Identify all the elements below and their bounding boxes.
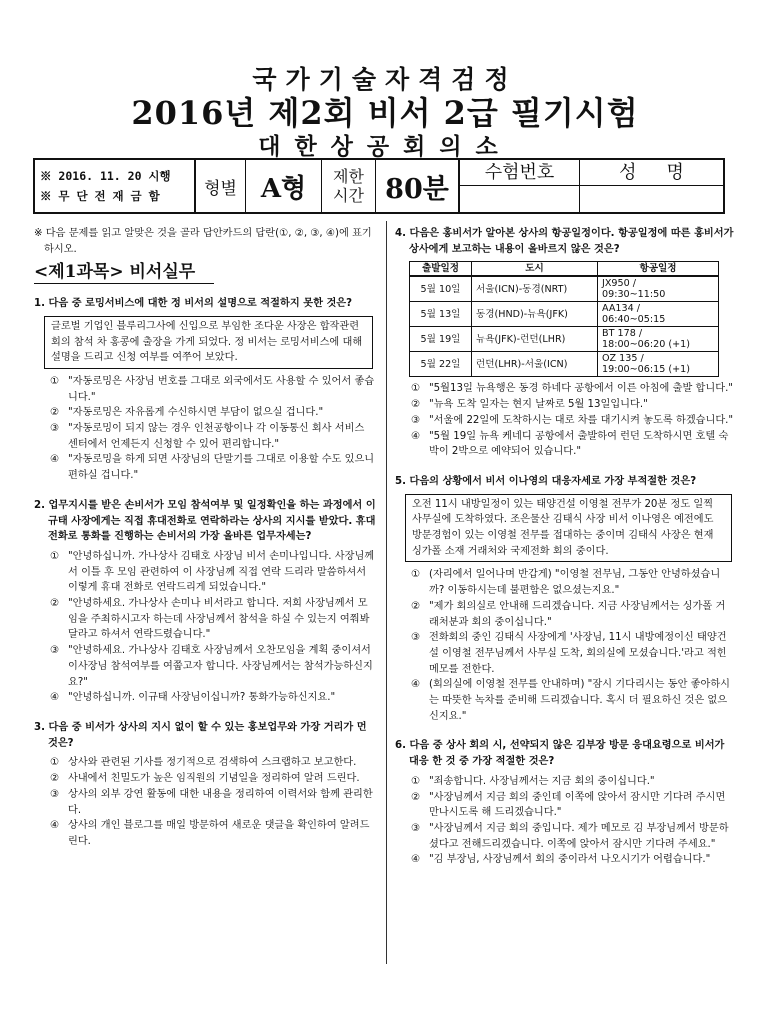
flight-info (598, 352, 719, 377)
question-3-option-4[interactable] (34, 818, 376, 849)
option-text: "죄송합니다. 사장님께서는 지금 회의 중이십니다." (429, 775, 655, 787)
table-row (410, 302, 719, 327)
flight-time: 09:30~11:50 (602, 289, 666, 301)
exam-title: 2016년 제2회 비서 2급 필기시험 (131, 94, 639, 132)
question-1 (34, 296, 376, 484)
option-number: ③ (411, 822, 421, 834)
type-label: 형별 (196, 160, 246, 212)
option-number: ① (411, 383, 421, 395)
option-text: (자리에서 일어나며 반갑게) "이영철 전무님, 그동안 안녕하셨습니까? 이동하시는데 불편함은 없으셨는지요." (429, 569, 721, 597)
question-1-title: 1. 다음 중 로밍서비스에 대한 정 비서의 설명으로 적절하지 못한 것은? (34, 298, 353, 310)
table-row (410, 327, 719, 352)
option-number: ③ (411, 632, 421, 644)
route: 서울(ICN)-동경(NRT) (472, 276, 598, 302)
option-text: "자동로밍은 자유롭게 수신하시면 부담이 없으실 겁니다." (68, 407, 324, 419)
question-1-option-3[interactable] (34, 421, 376, 452)
option-number: ① (411, 775, 421, 787)
option-text: "안녕하십니까. 이규태 사장님이십니까? 통화가능하신지요." (68, 692, 336, 704)
option-text: "안녕하십니까. 가나상사 김태호 사장님 비서 손미나입니다. 사장님께서 이틀 후 모임 관련하여 이 사장님께 직접 연락 드리라 말씀하셔서 이렇게 휴대 전화로 연락드리게 되었습니다." (68, 550, 375, 594)
time-limit-value: 80분 (376, 160, 460, 212)
flight-schedule-table (409, 261, 719, 377)
departure-date: 5월 13일 (410, 302, 472, 327)
exam-authority: 국가기술자격검정 (252, 65, 518, 94)
question-2-option-1[interactable] (34, 549, 376, 596)
name-cell[interactable] (580, 160, 723, 212)
flight-time: 19:00~06:15 (+1) (602, 364, 691, 376)
time-limit-label (322, 160, 376, 212)
question-1-option-1[interactable] (34, 374, 376, 405)
question-6-title: 6. 다음 중 상사 회의 시, 선약되지 않은 김부장 방문 응대요령으로 비서가 대응 한 것 중 가장 적절한 것은? (395, 740, 725, 768)
option-number: ① (50, 550, 60, 562)
question-5-option-2[interactable] (395, 599, 735, 630)
question-5-option-3[interactable] (395, 630, 735, 677)
flight-number: BT 178 / (602, 328, 643, 340)
question-5-title: 5. 다음의 상황에서 비서 이나영의 대응자세로 가장 부적절한 것은? (395, 475, 697, 487)
question-4-title: 4. 다음은 홍비서가 알아본 상사의 항공일정이다. 항공일정에 따른 홍비서가 상사에게 보고하는 내용이 올바르지 않은 것은? (395, 228, 734, 255)
departure-date: 5월 22일 (410, 352, 472, 377)
option-text: "5월 19일 뉴욕 케네디 공항에서 출발하여 런던 도착하시면 호텔 숙박이 2박으로 예약되어 있습니다." (429, 430, 729, 458)
question-3 (34, 720, 376, 850)
option-number: ② (50, 407, 60, 419)
time-limit-label-1: 제한 (333, 167, 364, 186)
time-limit-label-2: 시간 (333, 186, 364, 205)
question-5-option-1[interactable] (395, 567, 735, 598)
flight-info (598, 302, 719, 327)
exam-date: ※ 2016. 11. 20 시행 (40, 169, 171, 183)
option-number: ④ (411, 430, 421, 442)
option-text: 상사의 외부 강연 활동에 대한 내용을 정리하여 이력서와 함께 관리한다. (68, 788, 373, 816)
column-header-flight: 항공일정 (598, 262, 719, 277)
right-column (395, 226, 735, 868)
option-number: ② (411, 791, 421, 803)
option-number: ③ (50, 645, 60, 657)
option-number: ① (50, 757, 60, 769)
option-text: "김 부장님, 사장님께서 회의 중이라서 나오시기가 어렵습니다." (429, 854, 711, 866)
column-header-city: 도시 (472, 262, 598, 277)
column-header-date: 출발일정 (410, 262, 472, 277)
question-1-option-4[interactable] (34, 452, 376, 483)
option-number: ④ (50, 820, 60, 832)
question-1-passage: 글로벌 기업인 블루리그사에 신입으로 부임한 조다운 사장은 합작관련 회의 참석 차 홍콩에 출장을 가게 되었다. 정 비서는 로밍서비스에 대해 설명을 드리고 신청 여부를 여쭈어 보았다. (44, 316, 373, 369)
type-value: A형 (246, 160, 322, 212)
question-2 (34, 498, 376, 706)
option-number: ③ (50, 788, 60, 800)
departure-date: 5월 10일 (410, 276, 472, 302)
option-number: ② (411, 600, 421, 612)
copyright-notice: ※ 무 단 전 재 금 함 (40, 189, 160, 203)
option-text: "서울에 22일에 도착하시는 대로 차를 대기시켜 놓도록 하겠습니다." (429, 414, 734, 426)
subject-title: <제1과목> 비서실무 (34, 265, 214, 284)
option-text: 전화회의 중인 김태식 사장에게 '사장님, 11시 내방예정이신 태양건설 이영철 전무님께서 사무실 도착, 회의실에 모셨습니다.'라고 적힌 메모를 전한다. (429, 632, 727, 675)
option-text: "5월13일 뉴욕행은 동경 하네다 공항에서 이른 아침에 출발 합니다." (429, 383, 733, 395)
question-2-title: 2. 업무지시를 받은 손비서가 모임 참석여부 및 일정확인을 하는 과정에서 이규태 사장에게는 직접 휴대전화로 연락하라는 상사의 지시를 받았다. 휴대전화로 통화를 진행하는 손비서의 가장 올바른 업무자세는? (34, 499, 376, 543)
question-3-option-1[interactable] (34, 755, 376, 771)
option-text: "자동로밍이 되지 않는 경우 인천공항이나 각 이동통신 회사 서비스 센터에서 언제든지 신청할 수 있어 편리합니다." (68, 423, 365, 450)
exam-number-cell[interactable] (460, 160, 580, 212)
table-row (410, 276, 719, 302)
exam-number-label: 수험번호 (460, 160, 579, 186)
option-text: "사장님께서 지금 회의 중입니다. 제가 메모로 김 부장님께서 방문하셨다고 전해드리겠습니다. 이쪽에 앉아서 잠시만 기다려 주세요." (429, 822, 729, 850)
option-number: ④ (411, 854, 421, 866)
option-text: 상사와 관련된 기사를 정기적으로 검색하여 스크랩하고 보고한다. (68, 757, 357, 769)
option-number: ④ (50, 692, 60, 704)
question-2-option-3[interactable] (34, 643, 376, 690)
question-2-option-4[interactable] (34, 690, 376, 706)
table-header-row (410, 262, 719, 277)
question-6 (395, 738, 735, 868)
exam-date-cell (35, 160, 196, 212)
question-4-option-4[interactable] (395, 429, 735, 460)
question-6-option-4[interactable] (395, 852, 735, 868)
route: 런던(LHR)-서울(ICN) (472, 352, 598, 377)
column-divider (386, 221, 387, 964)
question-4-option-1[interactable] (395, 381, 735, 397)
question-6-option-3[interactable] (395, 821, 735, 852)
option-number: ② (411, 399, 421, 411)
option-number: ④ (50, 454, 60, 466)
option-text: "제가 회의실로 안내해 드리겠습니다. 지금 사장님께서는 싱가폴 거래처분과 회의 중이십니다." (429, 600, 726, 628)
left-column (34, 226, 376, 850)
option-text: "사장님께서 지금 회의 중인데 이쪽에 앉아서 잠시만 기다려 주시면 만나시도록 해 드리겠습니다." (429, 791, 726, 819)
name-label: 성명 (580, 160, 723, 186)
option-text: "안녕하세요. 가나상사 손미나 비서라고 합니다. 저희 사장님께서 모임을 주최하시고자 하는데 사장님께서 참석을 하실 수 있는지 여쭤봐 달라고 하셔서 연락드렸습니다." (68, 598, 370, 641)
option-text: "뉴욕 도착 일자는 현지 날짜로 5월 13일입니다." (429, 399, 648, 411)
question-1-option-2[interactable] (34, 405, 376, 421)
question-6-option-1[interactable] (395, 774, 735, 790)
flight-time: 18:00~06:20 (+1) (602, 339, 691, 351)
option-text: (회의실에 이영철 전무를 안내하며) "잠시 기다리시는 동안 좋아하시는 따뜻한 녹차를 준비해 드리겠습니다. 혹시 더 필요하신 것은 없으신지요." (429, 679, 731, 722)
table-row (410, 352, 719, 377)
flight-number: OZ 135 / (602, 353, 644, 365)
departure-date: 5월 19일 (410, 327, 472, 352)
option-text: "자동로밍을 하게 되면 사장님의 단말기를 그대로 이용할 수도 있으니 편하실 겁니다." (68, 454, 375, 482)
option-number: ① (50, 375, 60, 387)
route: 동경(HND)-뉴욕(JFK) (472, 302, 598, 327)
option-text: 상사의 개인 블로그를 매일 방문하여 새로운 댓글을 확인하여 알려드린다. (68, 820, 370, 847)
option-number: ① (411, 569, 421, 581)
question-4-option-3[interactable] (395, 413, 735, 429)
option-text: "자동로밍은 사장님 번호를 그대로 외국에서도 사용할 수 있어서 좋습니다." (68, 375, 375, 403)
route: 뉴욕(JFK)-런던(LHR) (472, 327, 598, 352)
flight-number: AA134 / (602, 303, 640, 315)
organization: 대한상공회의소 (258, 133, 512, 160)
flight-time: 06:40~05:15 (602, 314, 666, 326)
question-3-title: 3. 다음 중 비서가 상사의 지시 없이 할 수 있는 홍보업무와 가장 거리가 먼 것은? (34, 721, 367, 749)
exam-info-box (33, 158, 725, 214)
option-number: ② (50, 773, 60, 785)
flight-info (598, 276, 719, 302)
question-5-option-4[interactable] (395, 677, 735, 724)
question-4 (395, 226, 735, 460)
option-number: ③ (411, 414, 421, 426)
option-text: 사내에서 친밀도가 높은 임직원의 기념일을 정리하여 알려 드린다. (68, 773, 360, 785)
question-2-option-2[interactable] (34, 596, 376, 643)
question-3-option-3[interactable] (34, 787, 376, 818)
question-6-option-2[interactable] (395, 790, 735, 821)
question-3-option-2[interactable] (34, 771, 376, 787)
option-text: "안녕하세요. 가나상사 김태호 사장님께서 오찬모임을 계획 중이셔서 이사장님 참석여부를 여쭙고자 합니다. 사장님께서는 참석가능하신지요?" (68, 645, 373, 688)
option-number: ③ (50, 423, 60, 435)
option-number: ② (50, 598, 60, 610)
instructions: ※ 다음 문제를 읽고 알맞은 것을 골라 답안카드의 답란(①, ②, ③, ④)에 표기하시오. (34, 228, 372, 255)
flight-info (598, 327, 719, 352)
question-4-option-2[interactable] (395, 397, 735, 413)
question-5-passage: 오전 11시 내방일정이 있는 태양건설 이영철 전무가 20분 정도 일찍 사무실에 도착하였다. 조은물산 김태식 사장 비서 이나영은 예전에도 방문경험이 있는 이영철 전무를 접대하는 중이며 김태식 사장은 현재 싱가폴 소재 거래처와 국제전화 회의 중이다. (405, 494, 732, 563)
flight-number: JX950 / (602, 278, 636, 290)
option-number: ④ (411, 679, 421, 691)
question-5 (395, 474, 735, 725)
